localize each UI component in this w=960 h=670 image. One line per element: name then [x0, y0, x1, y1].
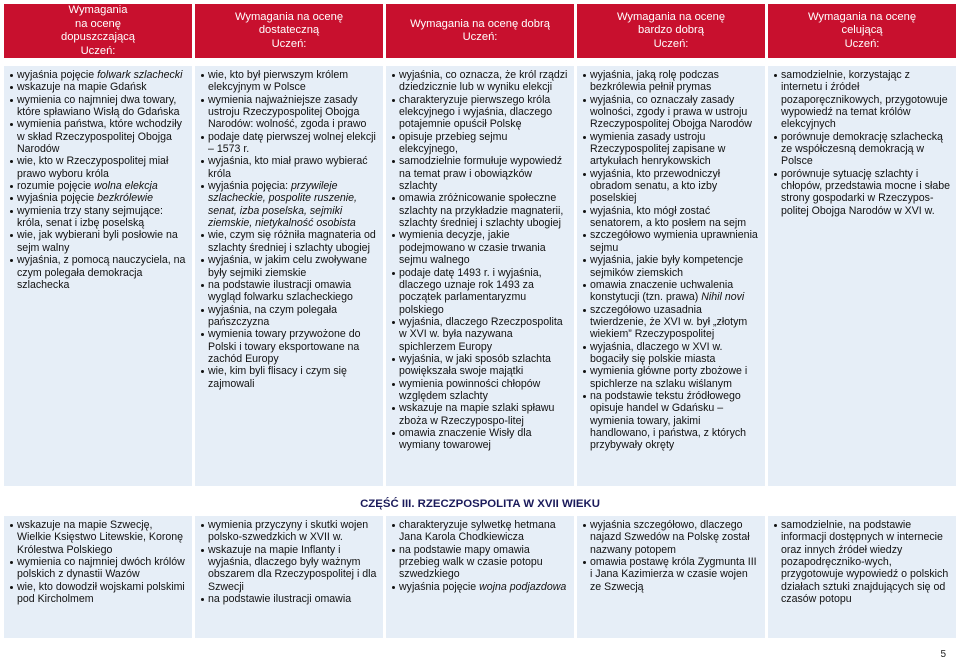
- requirement-text: wyjaśnia, dlaczego Rzeczpospolita w XVI w. była nazywana spichlerzem Europy: [399, 315, 563, 353]
- requirement-text: omawia zróżnicowanie społeczne szlachty na przykładzie magnaterii, szlachty średniej i szlachty ubogiej: [399, 192, 564, 230]
- requirement-text: wyjaśnia, co oznacza, że król rządzi dziedzicznie lub w wyniku elekcji: [399, 69, 568, 94]
- column-header-line: bardzo dobrą: [638, 24, 704, 37]
- requirement-item: [392, 353, 569, 378]
- column-header-line: Uczeń:: [462, 31, 498, 43]
- requirement-text: szczegółowo wymienia uprawnienia sejmu: [590, 229, 758, 254]
- requirement-item: [392, 316, 569, 353]
- requirement-text: wyjaśnia pojęcie: [17, 192, 98, 205]
- requirement-text: wskazuje na mapie szlaki spławu zboża w Rzeczypospo-litej: [399, 402, 555, 427]
- requirement-item: [10, 556, 187, 581]
- requirement-text: wie, kto dowodził wojskami polskimi pod Kircholmem: [17, 580, 185, 606]
- column-header-2: [195, 4, 383, 58]
- requirement-item: [392, 192, 569, 229]
- requirement-item: [583, 304, 760, 341]
- requirements-list: [583, 69, 760, 452]
- requirement-item: [10, 581, 187, 606]
- requirement-text: porównuje demokrację szlachecką ze współczesną demokracją w Polsce: [781, 130, 943, 168]
- requirement-text: wyjaśnia pojęcia:: [208, 180, 292, 193]
- bottom-row-cell-3: [386, 516, 574, 638]
- requirements-list: [774, 519, 951, 605]
- requirement-text: wyjaśnia, w jakim celu zwoływane były sejmiki ziemskie: [208, 254, 367, 279]
- requirement-item: [201, 254, 378, 279]
- requirement-item: [201, 279, 378, 304]
- requirement-item: [392, 229, 569, 266]
- requirement-text: rozumie pojęcie: [17, 180, 95, 193]
- requirement-text: wie, kim byli flisacy i czym się zajmowali: [208, 365, 347, 390]
- requirement-item: [583, 279, 760, 304]
- requirement-text: wyjaśnia, dlaczego w XVI w. bogaciły się polskie miasta: [590, 340, 723, 365]
- requirement-text: samodzielnie, na podstawie informacji dostępnych w internecie oraz innych źródeł wiedzy pozapodręczniko-wych, przygotowuje wypowiedź o polskich działach sztuki znajdujących się od czasów potopu: [781, 519, 949, 606]
- requirement-text: podaje datę pierwszej wolnej elekcji – 1573 r.: [208, 130, 376, 156]
- requirement-text: wymienia powinności chłopów względem szlachty: [399, 377, 541, 402]
- requirement-text: na podstawie ilustracji omawia: [208, 593, 352, 606]
- requirement-text: omawia postawę króla Zygmunta III i Jana Kazimierza w czasie wojen ze Szwecją: [590, 556, 757, 593]
- requirement-text: opisuje przebieg sejmu elekcyjnego,: [399, 130, 508, 156]
- requirement-text: samodzielnie, korzystając z internetu i źródeł pozaporęcznikowych, przygotowuje wypowiedź na temat królów elekcyjnych: [781, 69, 948, 131]
- requirement-item: [10, 118, 187, 155]
- requirements-list: [201, 519, 378, 605]
- requirement-text: wyjaśnia, jaką rolę podczas bezkrólewia pełnił prymas: [590, 69, 719, 94]
- header-row: [4, 4, 956, 58]
- requirements-row-part-3: [4, 516, 956, 638]
- requirement-text: wymienia główne porty zbożowe i spichlerze na szlaku wiślanym: [590, 365, 748, 390]
- requirement-item: [583, 168, 760, 205]
- requirement-item: [583, 254, 760, 279]
- column-header-line: Wymagania: [68, 4, 128, 16]
- requirement-text: wyjaśnia pojęcie: [17, 69, 98, 81]
- requirement-text: wymienia najważniejsze zasady ustroju Rzeczypospolitej Obojga Narodów: wolność, zgoda i prawo: [208, 93, 367, 131]
- column-header-3: [386, 4, 574, 58]
- requirement-item: [392, 519, 569, 544]
- column-header-line: na ocenę: [74, 17, 122, 30]
- requirement-item: [583, 341, 760, 366]
- requirement-item: [392, 267, 569, 316]
- requirement-term: wojna podjazdowa: [479, 580, 567, 593]
- requirement-item: [392, 131, 569, 156]
- section-divider-title: CZĘŚĆ III. RZECZPOSPOLITA W XVII WIEKU: [4, 492, 956, 516]
- requirement-text: wyjaśnia, na czym polegała pańszczyzna: [208, 303, 337, 328]
- requirement-text: wymienia zasady ustroju Rzeczypospolitej zapisane w artykułach henrykowskich: [590, 130, 726, 168]
- requirement-item: [583, 69, 760, 94]
- requirements-list: [201, 69, 378, 390]
- page-number: 5: [940, 649, 946, 660]
- requirement-text: wie, kto był pierwszym królem elekcyjnym w Polsce: [208, 69, 349, 94]
- requirement-item: [10, 519, 187, 556]
- top-row-cell-4: [577, 66, 765, 486]
- requirement-item: [583, 556, 760, 593]
- requirement-item: [10, 81, 187, 93]
- requirement-text: wymienia państwa, które wchodziły w skład Rzeczypospolitej Obojga Narodów: [17, 118, 182, 156]
- requirements-list: [10, 69, 187, 291]
- top-row-cell-1: [4, 66, 192, 486]
- requirement-item: [774, 131, 951, 168]
- requirement-text: na podstawie tekstu źródłowego opisuje handel w Gdańsku – wymienia towary, jakimi handlowano, i państwa, z których przybywały okręty: [590, 389, 747, 452]
- column-header-line: Uczeń:: [80, 44, 116, 57]
- top-row-cell-2: [195, 66, 383, 486]
- requirement-text: na podstawie ilustracji omawia wygląd folwarku szlacheckiego: [208, 278, 353, 304]
- requirement-item: [201, 131, 378, 156]
- requirement-item: [392, 94, 569, 131]
- requirement-text: wie, kto w Rzeczypospolitej miał prawo wyboru króla: [17, 155, 169, 180]
- requirement-text: charakteryzuje pierwszego króla elekcyjnego i wyjaśnia, dlaczego potajemnie opuścił Polskę: [399, 93, 553, 131]
- bottom-row-cell-2: [195, 516, 383, 638]
- bottom-row-cell-5: [768, 516, 956, 638]
- requirement-item: [201, 304, 378, 329]
- requirement-term: przywileje szlacheckie, pospolite ruszenie, senat, izba poselska, sejmiki ziemskie, nietykalność osobista: [208, 180, 357, 230]
- requirement-item: [201, 94, 378, 131]
- requirement-text: wyjaśnia, kto mógł zostać senatorem, a kto posłem na sejm: [590, 204, 747, 230]
- requirement-item: [10, 229, 187, 254]
- requirement-item: [10, 69, 187, 81]
- requirement-text: porównuje sytuację szlachty i chłopów, przedstawia mocne i słabe strony gospodarki w Rzeczypos-politej Obojga Narodów w XVI w.: [781, 167, 951, 217]
- requirement-text: wyjaśnia, kto miał prawo wybierać króla: [208, 155, 368, 180]
- column-header-line: dopuszczającą: [60, 31, 135, 43]
- requirement-item: [774, 168, 951, 217]
- requirement-item: [10, 205, 187, 230]
- requirements-list: [774, 69, 951, 217]
- requirement-text: wyjaśnia pojęcie: [399, 580, 480, 593]
- requirement-text: wskazuje na mapie Inflanty i wyjaśnia, dlaczego były ważnym obszarem dla Rzeczypospolitej i dla Szwecji: [208, 543, 377, 593]
- requirements-row-part-2: [4, 66, 956, 486]
- requirement-item: [201, 365, 378, 390]
- requirement-text: podaje datę 1493 r. i wyjaśnia, dlaczego uznaje rok 1493 za początek parlamentaryzmu polskiego: [399, 266, 542, 316]
- requirement-text: wyjaśnia, co oznaczały zasady wolności, zgody i prawa w ustroju Rzeczypospolitej Obojga Narodów: [590, 93, 752, 131]
- requirement-item: [10, 254, 187, 291]
- requirement-text: wyjaśnia, w jaki sposób szlachta powiększała swoje majątki: [399, 352, 551, 378]
- requirement-text: na podstawie mapy omawia przebieg walk w czasie potopu szwedzkiego: [399, 543, 543, 581]
- column-header-line: Uczeń:: [844, 37, 880, 50]
- requirement-text: wyjaśnia szczegółowo, dlaczego najazd Szwedów na Polskę został nazwany potopem: [590, 519, 750, 556]
- column-header-line: dostateczną: [258, 24, 320, 37]
- requirement-text: wie, czym się różniła magnateria od szlachty średniej i szlachty ubogiej: [208, 229, 376, 254]
- requirement-item: [201, 593, 378, 605]
- requirement-text: wymienia co najmniej dwóch królów polskich z dynastii Wazów: [17, 556, 185, 581]
- top-row-cell-5: [768, 66, 956, 486]
- requirement-item: [201, 69, 378, 94]
- requirement-item: [583, 390, 760, 452]
- requirement-term: Nihil novi: [701, 291, 745, 304]
- column-header-4: [577, 4, 765, 58]
- requirement-text: charakteryzuje sylwetkę hetmana Jana Karola Chodkiewicza: [399, 519, 556, 544]
- requirements-list: [392, 69, 569, 452]
- requirements-list: [10, 519, 187, 605]
- requirement-text: wskazuje na mapie Szwecję, Wielkie Księstwo Litewskie, Koronę Królestwa Polskiego: [17, 519, 184, 556]
- bottom-row-cell-4: [577, 516, 765, 638]
- requirement-text: wymienia towary przywożone do Polski i towary eksportowane na zachód Europy: [208, 328, 361, 365]
- requirement-item: [201, 328, 378, 365]
- requirement-text: wyjaśnia, kto przewodniczył obradom senatu, a kto izby poselskiej: [590, 167, 721, 205]
- requirement-item: [10, 192, 187, 204]
- top-row-cell-3: [386, 66, 574, 486]
- column-header-line: Wymagania na ocenę dobrą: [410, 17, 550, 30]
- requirement-item: [201, 155, 378, 180]
- requirement-item: [392, 69, 569, 94]
- requirement-text: wymienia trzy stany sejmujące: króla, senat i izbę poselską: [17, 204, 164, 230]
- requirement-item: [392, 544, 569, 581]
- requirement-text: wyjaśnia, z pomocą nauczyciela, na czym polegała demokracja szlachecka: [17, 254, 186, 291]
- requirement-item: [201, 544, 378, 593]
- requirements-list: [583, 519, 760, 593]
- requirement-item: [392, 427, 569, 452]
- requirement-item: [10, 94, 187, 119]
- requirement-term: bezkrólewie: [97, 192, 154, 205]
- requirement-item: [392, 402, 569, 427]
- requirement-item: [10, 155, 187, 180]
- requirement-item: [774, 69, 951, 131]
- column-header-1: [4, 4, 192, 58]
- requirement-term: wolna elekcja: [94, 180, 158, 193]
- bottom-row-cell-1: [4, 516, 192, 638]
- requirement-text: wymienia przyczyny i skutki wojen polsko-szwedzkich w XVII w.: [208, 519, 369, 544]
- requirement-item: [392, 155, 569, 192]
- requirement-text: omawia znaczenie Wisły dla wymiany towarowej: [399, 426, 532, 452]
- requirement-text: wymienia co najmniej dwa towary, które spławiano Wisłą do Gdańska: [17, 93, 180, 119]
- requirement-text: szczegółowo uzasadnia twierdzenie, że XVI w. był „złotym wiekiem” Rzeczypospolitej: [590, 303, 748, 341]
- column-header-5: [768, 4, 956, 58]
- requirement-item: [10, 180, 187, 192]
- requirement-text: omawia znaczenie uchwalenia konstytucji (tzn. prawa): [590, 278, 734, 304]
- requirement-item: [774, 519, 951, 605]
- requirement-item: [392, 378, 569, 403]
- column-header-line: Wymagania na ocenę: [807, 10, 917, 23]
- column-header-line: Uczeń:: [653, 37, 689, 50]
- requirement-item: [583, 365, 760, 390]
- requirement-text: wyjaśnia, jakie były kompetencje sejmików ziemskich: [590, 254, 744, 279]
- column-header-line: Wymagania na ocenę: [234, 10, 344, 23]
- requirement-text: wie, jak wybierani byli posłowie na sejm walny: [17, 229, 178, 254]
- requirement-item: [583, 94, 760, 131]
- requirement-item: [583, 229, 760, 254]
- requirement-item: [583, 519, 760, 556]
- requirement-item: [201, 229, 378, 254]
- requirement-item: [583, 131, 760, 168]
- column-header-line: Wymagania na ocenę: [616, 10, 726, 23]
- requirement-item: [201, 180, 378, 229]
- requirement-term: folwark szlachecki: [97, 69, 183, 81]
- requirement-text: wymienia decyzje, jakie podejmowano w czasie trwania sejmu walnego: [399, 229, 546, 267]
- column-header-line: celującą: [841, 24, 883, 37]
- requirement-text: wskazuje na mapie Gdańsk: [17, 81, 147, 94]
- requirement-item: [392, 581, 569, 593]
- requirements-list: [392, 519, 569, 593]
- requirement-item: [583, 205, 760, 230]
- column-header-line: Uczeń:: [271, 37, 307, 50]
- requirement-item: [201, 519, 378, 544]
- requirement-text: samodzielnie formułuje wypowiedź na temat praw i obowiązków szlachty: [399, 155, 563, 193]
